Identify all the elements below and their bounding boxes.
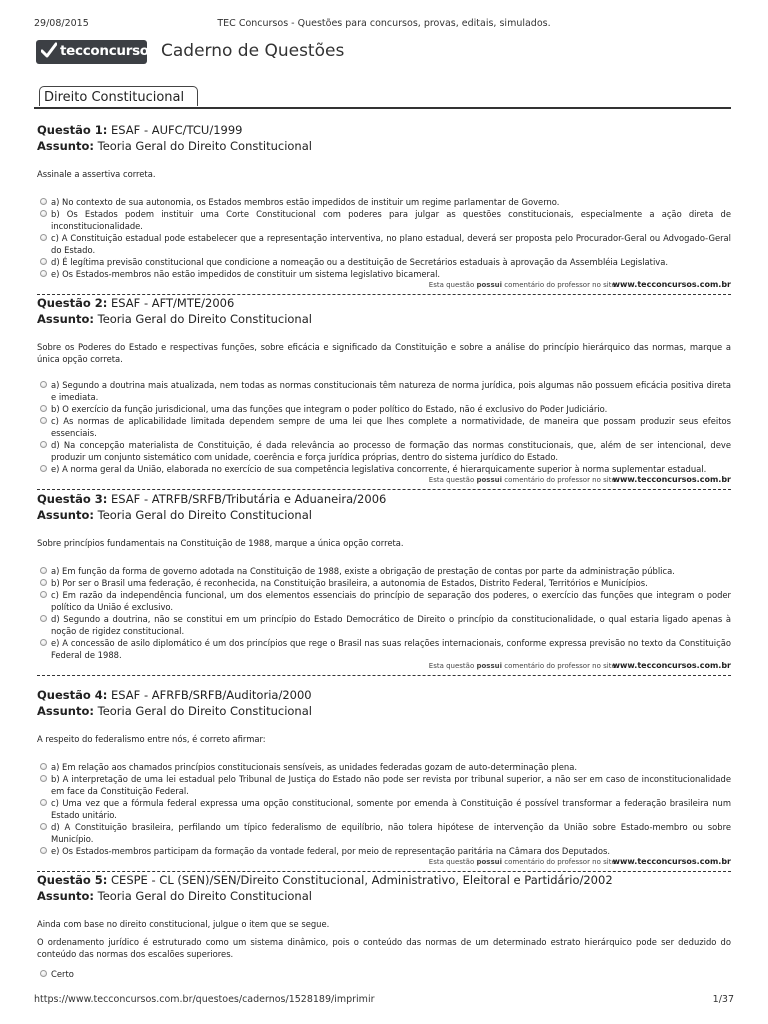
options-list [37, 968, 731, 980]
print-date: 29/08/2015 [34, 18, 89, 29]
option-a[interactable]: a) Segundo a doutrina mais atualizada, nem todas as normas constitucionais têm natureza de norma jurídica, pois algumas não possuem eficácia positiva direta e imediata. [37, 379, 731, 403]
radio-button[interactable] [40, 417, 47, 424]
option-b[interactable]: b) Por ser o Brasil uma federação, é reconhecida, na Constituição brasileira, a autonomia de Estados, Distrito Federal, Territórios e Municípios. [37, 577, 731, 589]
options-list [37, 761, 731, 857]
option-a[interactable]: a) No contexto de sua autonomia, os Estados membros estão impedidos de instituir um regime parlamentar de Governo. [37, 196, 731, 208]
options-list [37, 379, 731, 475]
question-5 [37, 872, 731, 980]
site-link[interactable]: www.tecconcursos.com.br [612, 857, 731, 866]
question-subject: Assunto: Teoria Geral do Direito Constitucional [37, 312, 312, 326]
option-certo[interactable]: Certo [37, 968, 731, 980]
logo-text: tecconcursos [60, 43, 157, 59]
question-3 [37, 491, 731, 676]
question-4 [37, 687, 731, 872]
radio-button[interactable] [40, 639, 47, 646]
radio-button[interactable] [40, 579, 47, 586]
radio-button[interactable] [40, 847, 47, 854]
option-c[interactable]: c) A Constituição estadual pode estabelecer que a representação interventiva, no plano estadual, deverá ser proposta pelo Procurador-Geral ou Advogado-Geral do Estado. [37, 232, 731, 256]
radio-button[interactable] [40, 258, 47, 265]
radio-button[interactable] [40, 775, 47, 782]
print-header [0, 18, 768, 32]
print-title: TEC Concursos - Questões para concursos, provas, editais, simulados. [217, 18, 551, 29]
question-footer [37, 280, 731, 295]
comment-note: Esta questão possui comentário do professor no site. [428, 662, 618, 670]
checkmark-icon [41, 42, 57, 60]
question-header: Questão 5: CESPE - CL (SEN)/SEN/Direito Constitucional, Administrativo, Eleitoral e Partidário/2002 [37, 873, 613, 887]
question-footer [37, 475, 731, 490]
radio-button[interactable] [40, 270, 47, 277]
option-d[interactable]: d) A Constituição brasileira, perfilando um típico federalismo de equilíbrio, não tolera hipótese de intervenção da União sobre Estado-membro ou sobre Município. [37, 821, 731, 845]
comment-note: Esta questão possui comentário do professor no site. [428, 281, 618, 289]
site-link[interactable]: www.tecconcursos.com.br [612, 280, 731, 289]
option-d[interactable]: d) Segundo a doutrina, não se constitui em um princípio do Estado Democrático de Direito o princípio da constitucionalidade, o qual estaria ligado apenas à noção de rigidez constitucional. [37, 613, 731, 637]
question-footer [37, 857, 731, 872]
comment-note: Esta questão possui comentário do professor no site. [428, 476, 618, 484]
option-e[interactable]: e) A norma geral da União, elaborada no exercício de sua competência legislativa concorrente, é hierarquicamente superior à norma suplementar estadual. [37, 463, 731, 475]
option-b[interactable]: b) Os Estados podem instituir uma Corte Constitucional com poderes para julgar as questões constitucionais, especialmente a ação direta de inconstitucionalidade. [37, 208, 731, 232]
question-subject: Assunto: Teoria Geral do Direito Constitucional [37, 889, 312, 903]
radio-button[interactable] [40, 465, 47, 472]
question-subject: Assunto: Teoria Geral do Direito Constitucional [37, 704, 312, 718]
page-number: 1/37 [712, 994, 734, 1005]
option-a[interactable]: a) Em função da forma de governo adotada na Constituição de 1988, existe a obrigação de prestação de contas por parte da administração pública. [37, 565, 731, 577]
radio-button[interactable] [40, 823, 47, 830]
radio-button[interactable] [40, 591, 47, 598]
question-2 [37, 295, 731, 490]
option-a[interactable]: a) Em relação aos chamados princípios constitucionais sensíveis, as unidades federadas gozam de auto-determinação plena. [37, 761, 731, 773]
page-url: https://www.tecconcursos.com.br/questoes/cadernos/1528189/imprimir [34, 994, 375, 1005]
radio-button[interactable] [40, 198, 47, 205]
tab-divider [34, 107, 731, 109]
radio-button[interactable] [40, 799, 47, 806]
question-statement: Sobre princípios fundamentais na Constituição de 1988, marque a única opção correta. [37, 538, 404, 548]
option-d[interactable]: d) Na concepção materialista de Constituição, é dada relevância ao processo de formação das normas constitucionais, que, além de ser intencional, deve produzir um conjunto sistemático com unidade, coerência e força jurídica próprias, dentro do sistema jurídico do Estado. [37, 439, 731, 463]
radio-button[interactable] [40, 441, 47, 448]
option-b[interactable]: b) A interpretação de uma lei estadual pelo Tribunal de Justiça do Estado não pode ser revista por tribunal superior, a não ser em caso de inconstitucionalidade em face da Constituição Federal. [37, 773, 731, 797]
question-1 [37, 122, 731, 295]
option-e[interactable]: e) A concessão de asilo diplomático é um dos princípios que rege o Brasil nas suas relações internacionais, conforme expressa previsão no texto da Constituição Federal de 1988. [37, 637, 731, 661]
option-d[interactable]: d) É legítima previsão constitucional que condicione a nomeação ou a destituição de Secretários estaduais à aprovação da Assembléia Legislativa. [37, 256, 731, 268]
radio-button[interactable] [40, 405, 47, 412]
option-e[interactable]: e) Os Estados-membros não estão impedidos de constituir um sistema legislativo bicameral. [37, 268, 731, 280]
question-statement: A respeito do federalismo entre nós, é correto afirmar: [37, 734, 266, 744]
question-statement: Sobre os Poderes do Estado e respectivas funções, sobre eficácia e significado da Constituição e sobre a análise do princípio hierárquico das normas, marque a única opção correta. [37, 342, 731, 364]
question-header: Questão 2: ESAF - AFT/MTE/2006 [37, 296, 235, 310]
question-header: Questão 4: ESAF - AFRFB/SRFB/Auditoria/2000 [37, 688, 312, 702]
radio-button[interactable] [40, 763, 47, 770]
print-footer [0, 994, 768, 1008]
radio-button[interactable] [40, 210, 47, 217]
option-c[interactable]: c) Uma vez que a fórmula federal expressa uma opção constitucional, somente por emenda à Constituição é possível transformar a federação brasileira num Estado unitário. [37, 797, 731, 821]
question-statement: Ainda com base no direito constitucional, julgue o item que se segue. [37, 919, 330, 929]
radio-button[interactable] [40, 567, 47, 574]
question-subject: Assunto: Teoria Geral do Direito Constitucional [37, 508, 312, 522]
radio-button[interactable] [40, 381, 47, 388]
site-link[interactable]: www.tecconcursos.com.br [612, 475, 731, 484]
question-subject: Assunto: Teoria Geral do Direito Constitucional [37, 139, 312, 153]
question-header: Questão 3: ESAF - ATRFB/SRFB/Tributária e Aduaneira/2006 [37, 492, 387, 506]
option-c[interactable]: c) Em razão da independência funcional, um dos elementos essenciais do princípio de separação dos poderes, o exercício das funções que integram o poder político da União é exclusivo. [37, 589, 731, 613]
page-title: Caderno de Questões [161, 41, 345, 61]
comment-note: Esta questão possui comentário do professor no site. [428, 858, 618, 866]
radio-button[interactable] [40, 234, 47, 241]
site-link[interactable]: www.tecconcursos.com.br [612, 661, 731, 670]
question-footer [37, 661, 731, 676]
options-list [37, 196, 731, 280]
option-e[interactable]: e) Os Estados-membros participam da formação da vontade federal, por meio de representação paritária na Câmara dos Deputados. [37, 845, 731, 857]
tab-direito-constitucional[interactable]: Direito Constitucional [39, 86, 198, 106]
question-item-statement: O ordenamento jurídico é estruturado como um sistema dinâmico, pois o conteúdo das normas de um determinado estrato hierárquico pode ser deduzido do conteúdo das normas dos escalões superiores. [37, 937, 731, 959]
option-b[interactable]: b) O exercício da função jurisdicional, uma das funções que integram o poder político do Estado, não é exclusivo do Poder Judiciário. [37, 403, 731, 415]
question-statement: Assinale a assertiva correta. [37, 169, 156, 179]
option-c[interactable]: c) As normas de aplicabilidade limitada dependem sempre de uma lei que lhes complete a normatividade, de maneira que possam produzir seus efeitos essenciais. [37, 415, 731, 439]
question-header: Questão 1: ESAF - AUFC/TCU/1999 [37, 123, 243, 137]
radio-button[interactable] [40, 970, 47, 977]
radio-button[interactable] [40, 615, 47, 622]
options-list [37, 565, 731, 661]
tecconcursos-logo[interactable] [36, 40, 157, 64]
